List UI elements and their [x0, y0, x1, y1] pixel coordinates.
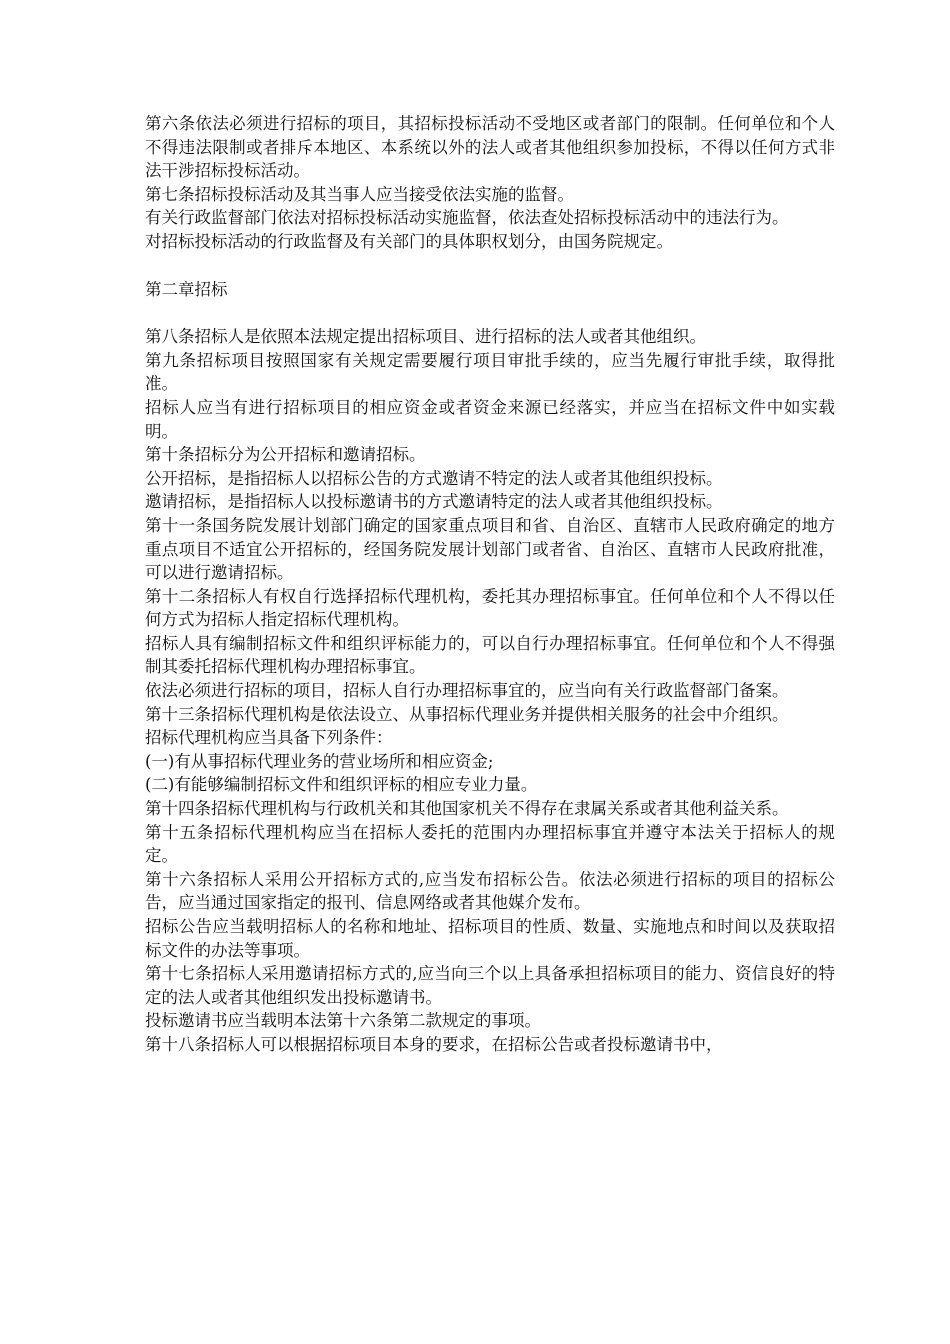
- article-16: 第十六条招标人采用公开招标方式的,应当发布招标公告。依法必须进行招标的项目的招标公告，应当通过国家指定的报刊、信息网络或者其他媒介发布。: [145, 869, 835, 913]
- article-10-para-3: 邀请招标，是指招标人以投标邀请书的方式邀请特定的法人或者其他组织投标。: [145, 492, 723, 512]
- article-9-para-2: 招标人应当有进行招标项目的相应资金或者资金来源已经落实，并应当在招标文件中如实载明。: [145, 397, 835, 441]
- article-16-para-2: 招标公告应当载明招标人的名称和地址、招标项目的性质、数量、实施地点和时间以及获取招标文件的办法等事项。: [145, 917, 835, 960]
- section-after: [145, 325, 835, 1056]
- article-12: 第十二条招标人有权自行选择招标代理机构，委托其办理招标事宜。任何单位和个人不得以任何方式为招标人指定招标代理机构。: [145, 586, 835, 630]
- article-18: 第十八条招标人可以根据招标项目本身的要求，在招标公告或者投标邀请书中，: [145, 1034, 723, 1054]
- article-10-para-2: 公开招标，是指招标人以招标公告的方式邀请不特定的法人或者其他组织投标。: [145, 468, 723, 488]
- article-13-item-1: (一)有从事招标代理业务的营业场所和相应资金;: [145, 751, 494, 771]
- article-12-para-2: 招标人具有编制招标文件和组织评标能力的，可以自行办理招标事宜。任何单位和个人不得强制其委托招标代理机构办理招标事宜。: [145, 633, 835, 677]
- article-10: 第十条招标分为公开招标和邀请招标。: [145, 445, 426, 465]
- article-14: 第十四条招标代理机构与行政机关和其他国家机关不得存在隶属关系或者其他利益关系。: [145, 799, 789, 819]
- article-9: 第九条招标项目按照国家有关规定需要履行项目审批手续的，应当先履行审批手续，取得批准。: [145, 350, 835, 394]
- article-8: 第八条招标人是依照本法规定提出招标项目、进行招标的法人或者其他组织。: [145, 327, 706, 347]
- article-13-para-2: 招标代理机构应当具备下列条件：: [145, 728, 393, 748]
- article-7: 第七条招标投标活动及其当事人应当接受依法实施的监督。: [145, 184, 574, 204]
- article-7-para-2: 有关行政监督部门依法对招标投标活动实施监督，依法查处招标投标活动中的违法行为。: [145, 208, 789, 228]
- chapter-heading: 第二章招标: [145, 279, 228, 299]
- article-15: 第十五条招标代理机构应当在招标人委托的范围内办理招标事宜并遵守本法关于招标人的规定。: [145, 822, 835, 866]
- article-17-para-2: 投标邀请书应当载明本法第十六条第二款规定的事项。: [145, 1011, 541, 1031]
- article-11: 第十一条国务院发展计划部门确定的国家重点项目和省、自治区、直辖市人民政府确定的地方重点项目不适宜公开招标的，经国务院发展计划部门或者省、自治区、直辖市人民政府批准，可以进行邀请招标。: [145, 515, 835, 583]
- article-13: 第十三条招标代理机构是依法设立、从事招标代理业务并提供相关服务的社会中介组织。: [145, 704, 789, 724]
- document-page: [145, 112, 835, 1057]
- article-17: 第十七条招标人采用邀请招标方式的,应当向三个以上具备承担招标项目的能力、资信良好的特定的法人或者其他组织发出投标邀请书。: [145, 964, 835, 1007]
- article-12-para-3: 依法必须进行招标的项目，招标人自行办理招标事宜的，应当向有关行政监督部门备案。: [145, 681, 789, 701]
- section-before: [145, 112, 835, 254]
- article-6: 第六条依法必须进行招标的项目，其招标投标活动不受地区或者部门的限制。任何单位和个人不得违法限制或者排斥本地区、本系统以外的法人或者其他组织参加投标，不得以任何方式非法干涉招标投标活动。: [145, 114, 835, 181]
- article-13-item-2: (二)有能够编制招标文件和组织评标的相应专业力量。: [145, 775, 538, 795]
- article-7-para-3: 对招标投标活动的行政监督及有关部门的具体职权划分，由国务院规定。: [145, 231, 673, 251]
